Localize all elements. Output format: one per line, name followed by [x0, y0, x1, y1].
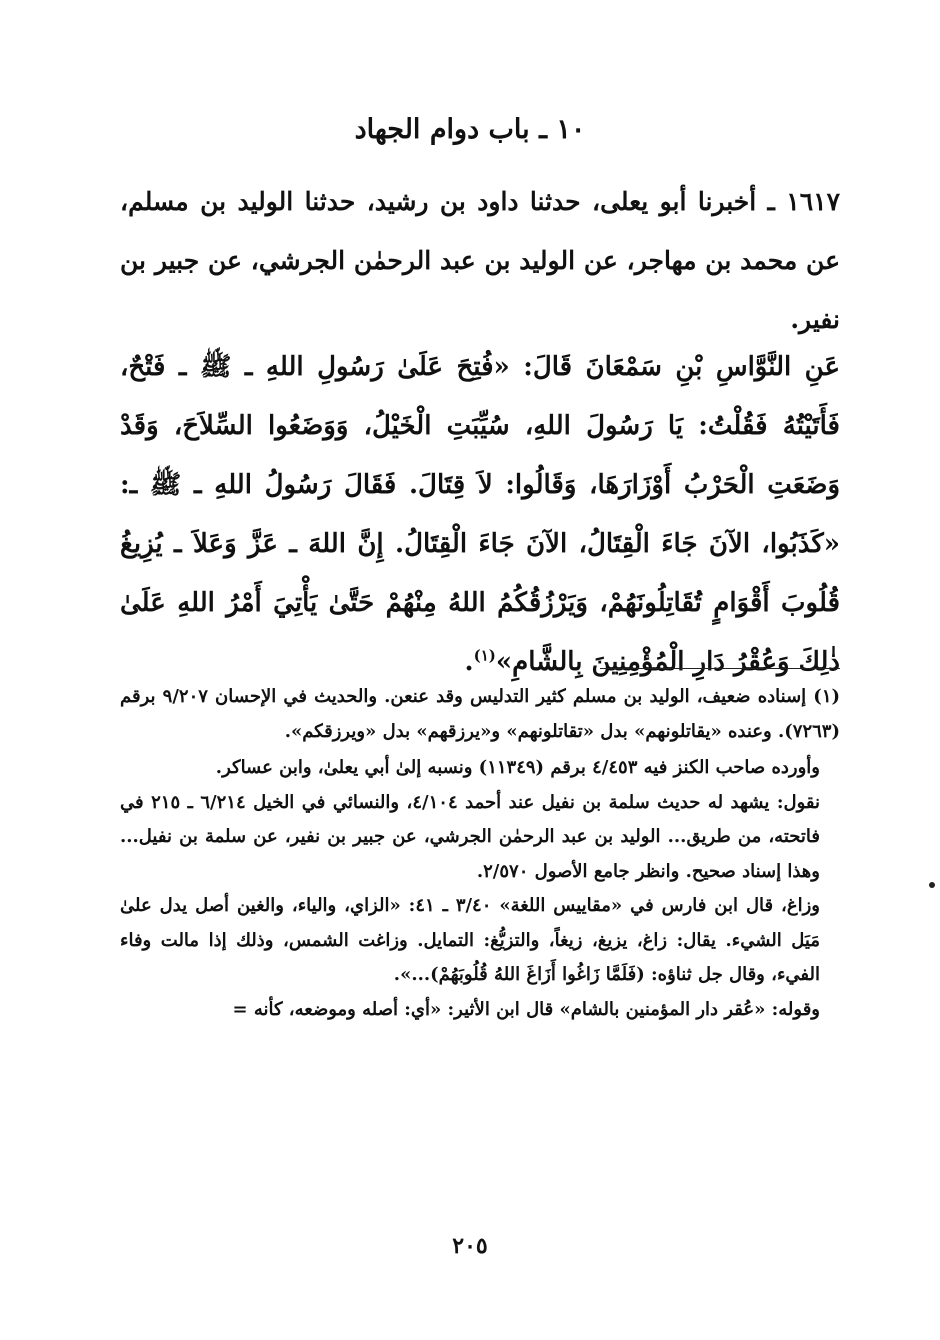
footnotes [120, 680, 840, 1027]
footnote-separator [600, 668, 840, 669]
chapter-title: ١٠ ـ باب دوام الجهاد [354, 114, 586, 145]
footnote-paragraph-shahid: نقول: يشهد له حديث سلمة بن نفيل عند أحمد ٤/١٠٤، والنسائي في الخيل ٦/٢١٤ ـ ٢١٥ في فاتحته، من طريق... الوليد بن عبد الرحمٰن الجرشي، عن جبير بن نفير، عن سلمة بن نفيل... وهذا إسناد صحيح. وانظر جامع الأصول ٢/٥٧٠. [120, 791, 820, 882]
footnote-paragraph-uqr: وقوله: «عُقر دار المؤمنين بالشام» قال ابن الأثير: «أي: أصله وموضعه، كأنه = [232, 998, 820, 1020]
hadith-isnad [120, 172, 840, 349]
hadith-text: عَنِ النَّوَّاسِ بْنِ سَمْعَانَ قَالَ: «فُتِحَ عَلَىٰ رَسُولِ اللهِ ـ ﷺ ـ فَتْحٌ، فَأَتَيْتُهُ فَقُلْتُ: يَا رَسُولَ اللهِ، سُيِّبَتِ الْخَيْلُ، وَوَضَعُوا السِّلاَحَ، وَقَدْ وَضَعَتِ الْحَرْبُ أَوْزَارَهَا، وَقَالُوا: لاَ قِتَالَ. فَقَالَ رَسُولُ اللهِ ـ ﷺ ـ: «كَذَبُوا، الآنَ جَاءَ الْقِتَالُ، الآنَ جَاءَ الْقِتَالُ. إِنَّ اللهَ ـ عَزَّ وَعَلاَ ـ يُزِيغُ قُلُوبَ أَقْوَامٍ تُقَاتِلُونَهُمْ، وَيَرْزُقُكُمُ اللهُ مِنْهُمْ حَتَّىٰ يَأْتِيَ أَمْرُ اللهِ عَلَىٰ ذٰلِكَ وَعُقْرُ دَارِ الْمُؤْمِنِينَ بِالشَّامِ» [120, 352, 840, 677]
isnad-text: ١٦١٧ ـ أخبرنا أبو يعلى، حدثنا داود بن رشيد، حدثنا الوليد بن مسلم، عن محمد بن مهاجر، عن الوليد بن عبد الرحمٰن الجرشي، عن جبير بن نفير. [120, 187, 840, 334]
footnote-paragraph-kanz: وأورده صاحب الكنز فيه ٤/٤٥٣ برقم (١١٣٤٩) ونسبه إلىٰ أبي يعلىٰ، وابن عساكر. [215, 757, 820, 778]
footnote-paragraph-zagh: وزاغ، قال ابن فارس في «مقاييس اللغة» ٣/٤٠ ـ ٤١: «الزاي، والياء، والغين أصل يدل علىٰ مَيَل الشيء. يقال: زاغ، يزيغ، زيغاً، والتزيُّغ: التمايل. وزاغت الشمس، وذلك إذا مالت وفاء الفيء، وقال جل ثناؤه: (فَلَمَّا زَاغُوا أَزَاغَ اللهُ قُلُوبَهُمْ)...». [120, 895, 820, 985]
footnote-reference: (١) [473, 646, 496, 665]
margin-dot [929, 882, 935, 888]
footnote-1: (١) إسناده ضعيف، الوليد بن مسلم كثير التدليس وقد عنعن. والحديث في الإحسان ٩/٢٠٧ برقم (٧٢٦٣). وعنده «يقاتلونهم» بدل «تقاتلونهم» و«يرزقهم» بدل «ويرزقكم». [120, 686, 841, 742]
hadith-matn [120, 338, 840, 692]
hadith-body [120, 338, 840, 692]
page-number: ٢٠٥ [452, 1233, 488, 1259]
hadith-end-mark: . [464, 647, 474, 677]
